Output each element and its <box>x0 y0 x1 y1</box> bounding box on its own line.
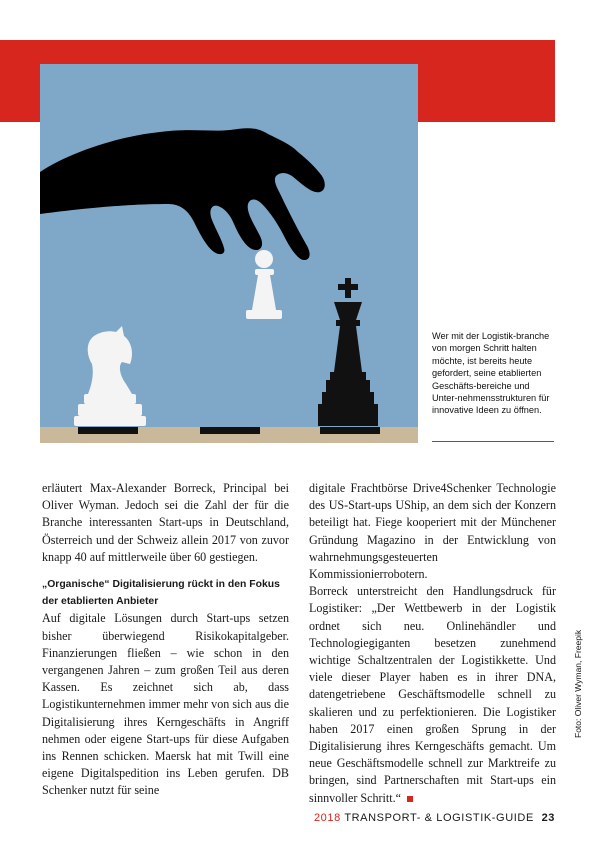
board-square <box>78 427 138 434</box>
image-caption: Wer mit der Logistik-branche von morgen Schritt halten möchte, ist bereits heute gefordert, seine etablierten Geschäfts-bereiche und Unter-nehmensstrukturen für innovative Ideen zu öffnen. <box>432 331 550 416</box>
article-subheading: „Organische“ Digitalisierung rückt in den Fokus der etablierten Anbieter <box>42 579 280 608</box>
article-column-left <box>42 480 289 800</box>
end-mark-icon <box>407 796 413 802</box>
chess-scene-svg <box>40 64 418 443</box>
page-number: 23 <box>541 812 555 824</box>
article-paragraph: Auf digitale Lösungen durch Start-ups setzen bisher überwiegend Risikokapitalgeber. Finanzierungen fließen – wie schon in den vergangenen Jahren – zum großen Teil aus deren Kassen. Es zeichnet sich ab, dass Logistikunternehmen immer mehr von sich aus die Digitalisierung ihres Kerngeschäfts in Angriff nehmen oder eigene Start-ups für diese Aufgaben ins Rennen schicken. Maersk hat mit Twill eine eigene Digitalspedition ins Leben gerufen. DB Schenker nutzt für seine <box>42 611 289 798</box>
photo-credit: Foto: Oliver Wyman, Freepik <box>573 629 583 738</box>
footer-publication: TRANSPORT- & LOGISTIK-GUIDE <box>344 812 534 824</box>
article-paragraph: erläutert Max-Alexander Borreck, Principal bei Oliver Wyman. Jedoch sei die Zahl der für die Branche interessanten Start-ups in Deutschland, Österreich und der Schweiz allein 2017 von zuvor knapp 40 auf mittlerweile über 60 gestiegen. <box>42 481 289 564</box>
white-knight <box>74 326 146 426</box>
board-square <box>320 427 380 434</box>
footer-year: 2018 <box>313 812 341 824</box>
chess-illustration <box>40 64 418 443</box>
article-column-right <box>309 480 556 807</box>
black-king <box>318 278 378 426</box>
board-square <box>200 427 260 434</box>
article-paragraph: digitale Frachtbörse Drive4Schenker Technologie des US-Start-ups UShip, an dem sich der Konzern beteiligt hat. Fiege kooperiert mit der Münchener Gründung Magazino in der Entwicklung von wahrnehmungsgesteuerten Kommissionierrobotern. <box>309 481 556 582</box>
page-footer <box>314 812 555 824</box>
white-pawn <box>246 250 282 319</box>
article-paragraph-text: Borreck unterstreicht den Handlungsdruck für Logistiker: „Der Wettbewerb in der Logistik ordnet sich neu. Onlinehändler und Technologiegiganten besetzen zunehmend wichtige Schaltzentralen der Logistikkette. Und viele dieser Player haben es in ihrer DNA, datengetriebene Geschäftsmodelle schnell zu skalieren und zu perfektionieren. Die Logistiker haben 2017 einen großen Sprung in der Digitalisierung ihres Kerngeschäfts gemacht. Um neue Geschäftsmodelle schnell zur Marktreife zu bringen, sind Partnerschaften mit Start-ups ein sinnvoller Schritt.“ <box>309 584 556 805</box>
hand-silhouette <box>40 128 325 260</box>
article-paragraph-final <box>309 583 556 807</box>
caption-rule <box>432 441 554 442</box>
